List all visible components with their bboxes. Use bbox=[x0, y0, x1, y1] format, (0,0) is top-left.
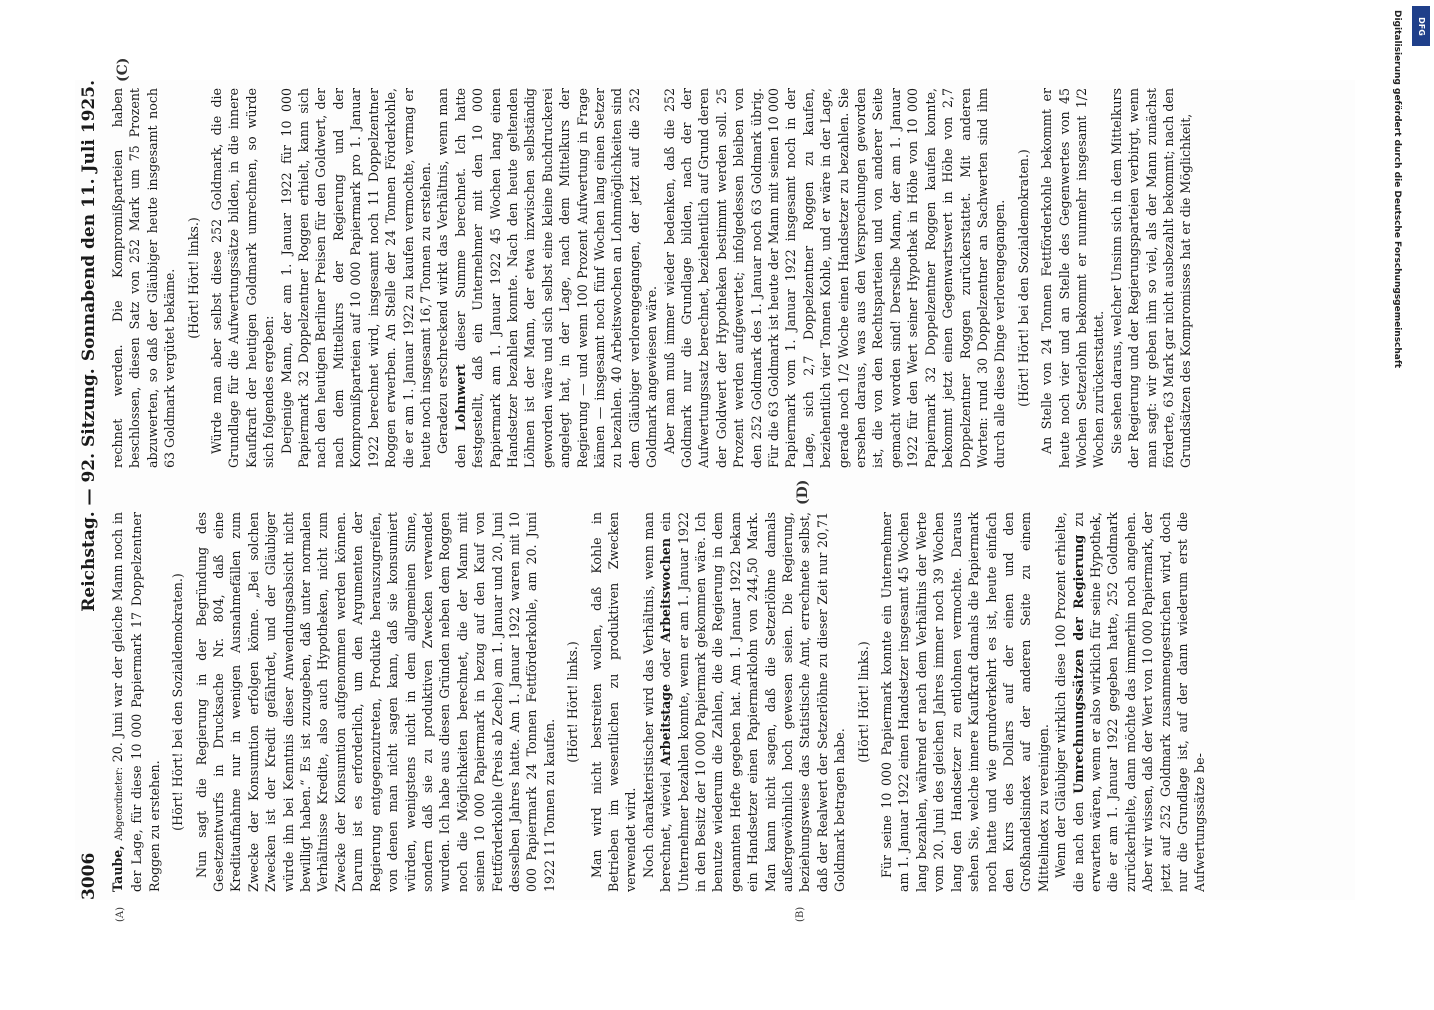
speaker-name: Taube, bbox=[110, 845, 125, 892]
interjection: (Hört! Hört! links.) bbox=[855, 641, 871, 763]
margin-mark-d: (D) bbox=[795, 479, 811, 505]
text-run: zu erwarten wären, wenn er also wirklich für seine Hypothek, die er am 1. Januar 1922 gegeben hatte, 252 Goldmark zurückerhielte, dann möchte das immerhin noch angehen. Aber wir wissen, daß der Wert von 10 000 Papiermark, der jetzt auf 252 Goldmark zusammengestrichen wird, doch nur die Grundlage ist, auf der dann wiederum erst die Aufwertungssätze be- bbox=[1070, 512, 1208, 892]
page-header bbox=[75, 80, 105, 900]
left-p5: Für seine 10 000 Papiermark konnte ein Unternehmer am 1. Januar 1922 einen Handsetzer insgesamt 45 Wochen lang bezahlen, während er nach dem Verhältnis der Werte vom 20. Juni des gleichen Jahres immer noch 39 Wochen lang den Handsetzer zu entlohnen vermochte. Daraus sehen Sie, welche innere Kaufkraft damals die Papiermark noch hatte und wie grundverkehrt es ist, heute einfach den Kurs des Dollars auf der einen und den Großhandelsindex auf der anderen Seite zu einem Mittelindex zu vereinigen. bbox=[879, 512, 1051, 892]
text-run: oder bbox=[658, 642, 674, 684]
scanned-page bbox=[75, 57, 1355, 922]
header-title: Reichstag. — 92. Sitzung. bbox=[79, 368, 99, 612]
text-run: Wenn der Gläubiger wirklich diese 100 Prozent erhielte, die nach den bbox=[1053, 512, 1086, 892]
sidenote-text: Digitalisierung gefördert durch die Deutsche Forschungsgemeinschaft bbox=[1392, 10, 1402, 369]
margin-mark-b: (B) bbox=[795, 906, 806, 922]
right-p4 bbox=[434, 88, 660, 468]
left-p2: Nun sagt die Regierung in der Begründung des Gesetzentwurfs in Drucksache Nr. 804, daß eine Kreditaufnahme nur in wenigen Ausnahmefällen zum Zwecke der Konsumtion erfolgen könne. „Bei solchen Zwecken ist der Kredit gefährdet, und der Gläubiger würde ihn bei Kenntnis dieser Anwendungsabsicht nicht bewilligt haben.“ Es ist zuzugeben, daß unter normalen Verhältnisse Kredite, also auch Hypotheken, nicht zum Zwecke der Konsumtion aufgenommen werden können. Darum ist es erforderlich, um den Argumenten der Regierung entgegenzutreten, Produkte herauszugreifen, von denen man nicht sagen kann, daß sie konsumiert würden, wenigstens nicht in dem allgemeinen Sinne, sondern daß sie zu produktiven Zwecken verwendet wurden. Ich habe aus diesen Gründen neben dem Roggen noch die Möglichkeiten berechnet, die der Mann mit seinen 10 000 Papiermark in bezug auf den Kauf von Fettförderkohle (Preis ab Zeche) am 1. Januar und 20. Juni desselben Jahres hatte. Am 1. Januar 1922 waren mit 10 000 Papiermark 24 Tonnen Fettförderkohle, am 20. Juni 1922 11 Tonnen zu kaufen. bbox=[193, 512, 557, 892]
dfg-logo bbox=[1412, 6, 1430, 46]
left-column bbox=[109, 512, 1289, 892]
interjection: (Hört! Hört! bei den Sozialdemokraten.) bbox=[1015, 149, 1031, 407]
right-p5: Aber man muß immer wieder bedenken, daß die 252 Goldmark nur die Grundlage bilden, nach der der Aufwertungssatz berechnet, beziehentlich auf Grund deren der Goldwert der Hypotheken bestimmt werden soll. 25 Prozent werden aufgewertet; infolgedessen bleiben von den 252 Goldmark des 1. Januar noch 63 Goldmark übrig. Für die 63 Goldmark ist heute der Mann mit seinen 10 000 Papiermark vom 1. Januar 1922 insgesamt noch in der Lage, sich 2,7 Doppelzentner Roggen zu kaufen, beziehentlich vier Tonnen Kohle, und er wäre in der Lage, gerade noch 1/2 Woche einen Handsetzer zu bezahlen. Sie ersehen daraus, was aus den Versprechungen geworden ist, die von den Rechtsparteien und von anderer Seite gemacht worden sind! Derselbe Mann, der am 1. Januar 1922 für den Wert seiner Hypothek in Höhe von 10 000 Papiermark 32 Doppelzentner Roggen kaufen konnte, bekommt jetzt einen Gegenwartswert in Höhe von 2,7 Doppelzentner Roggen zurückerstattet. Mit anderen Worten: rund 30 Doppelzentner an Sachwerten sind ihm durch alle diese Dinge verlorengegangen. bbox=[661, 88, 1008, 468]
page-number: 3006 bbox=[79, 852, 99, 900]
margin-mark-c: (C) bbox=[115, 57, 131, 82]
text-run: dieser Summe berechnet. Ich hatte festgestellt, daß ein Unternehmer mit den 10 000 Papiermark am 1. Januar 1922 45 Wochen lang einen Handsetzer bezahlen konnte. Nach den heute geltenden Löhnen ist der Mann, der etwa inzwischen selbständig geworden wäre und sich selbst eine kleine Buchdruckerei angelegt hat, in der Lage, nach dem Mittelkurs der Regierung — und wenn 100 Prozent Aufwertung in Frage kämen — insgesamt noch fünf Wochen lang einen Setzer zu bezahlen. 40 Arbeitswochen an Lohnmöglichkeiten sind dem Gläubiger verlorengegangen, der jetzt auf die 252 Goldmark angewiesen wäre. bbox=[452, 88, 660, 468]
emphasis-lohnwert: Lohnwert bbox=[452, 364, 468, 432]
emphasis-umrechnungssaetze: Umrechnungssätzen der Regierung bbox=[1070, 534, 1086, 794]
margin-mark-a: (A) bbox=[115, 906, 126, 922]
left-p1: 20. Juni war der gleiche Mann noch in der Lage, für diese 10 000 Papiermark 17 Doppelzentner Roggen zu erstehen. bbox=[110, 512, 162, 892]
emphasis-arbeitstage: Arbeitstage bbox=[658, 683, 674, 766]
right-p2: Würde man aber selbst diese 252 Goldmark, die die Grundlage für die Aufwertungssätze bilden, in die innere Kaufkraft der heutigen Goldmark umrechnen, so würde sich folgendes ergeben: bbox=[209, 88, 277, 468]
text-run: ein Unternehmer bezahlen konnte, wenn er am 1. Januar 1922 in den Besitz der 10 000 Papiermark gekommen wäre. Ich benutze wiederum die Zahlen, die die Regierung in dem genannten Hefte gegeben hat. Am 1. Januar 1922 bekam ein Handsetzer einen Papiermarklohn von 244,50 Mark. Man kann nicht sagen, daß die Setzerlöhne damals außergewöhnlich hoch gewesen seien. Die Regierung, beziehungsweise das Statistische Amt, errechnete selbst, daß der Realwert der Setzerlöhne zu dieser Zeit nur 20,71 Goldmark betragen habe. bbox=[658, 512, 848, 892]
interjection: (Hört! Hört! links.) bbox=[185, 217, 201, 339]
right-p6: An Stelle von 24 Tonnen Fettförderkohle bekommt er heute noch vier und an Stelle des Gegenwertes von 45 Wochen Setzerlohn bekommt er nunmehr insgesamt 1/2 Wochen zurückerstattet. bbox=[1039, 88, 1107, 468]
right-p1: rechnet werden. Die Kompromißparteien haben beschlossen, diesen Satz von 252 Mark um 75 Prozent abzuwerten, so daß der Gläubiger heute insgesamt noch 63 Goldmark vergütet bekäme. bbox=[110, 88, 178, 468]
right-p3: Derjenige Mann, der am 1. Januar 1922 für 10 000 Papiermark 32 Doppelzentner Roggen erhielt, kann sich nach den heutigen Berliner Preisen für den Goldwert, der nach dem Mittelkurs der Regierung und der Kompromißparteien auf 10 000 Papiermark pro 1. Januar 1922 berechnet wird, insgesamt noch 11 Doppelzentner Roggen erwerben. An Stelle der 24 Tonnen Förderkohle, die er am 1. Januar 1922 zu kaufen vermochte, vermag er heute noch insgesamt 16,7 Tonnen zu erstehen. bbox=[278, 88, 433, 468]
left-p6 bbox=[1052, 512, 1209, 892]
logo-text: DFG bbox=[1416, 16, 1426, 36]
interjection: (Hört! Hört! links.) bbox=[565, 641, 581, 763]
interjection: (Hört! Hört! bei den Sozialdemokraten.) bbox=[170, 573, 186, 831]
text-run: Geradezu erschreckend wirkt das Verhältnis, wenn man den bbox=[435, 88, 468, 468]
emphasis-arbeitswochen: Arbeitswochen bbox=[658, 537, 674, 643]
header-date: Sonnabend den 11. Juli 1925. bbox=[79, 80, 99, 362]
text-run: Noch charakteristischer wird das Verhältnis, wenn man berechnet, wieviel bbox=[640, 512, 674, 892]
left-p4 bbox=[640, 512, 849, 892]
funding-sidenote bbox=[1392, 0, 1434, 1000]
speaker-note: Abgeordneter: bbox=[114, 766, 125, 841]
left-p3: Man wird nicht bestreiten wollen, daß Kohle in Betrieben im wesentlichen zu produktiven Zwecken verwendet wird. bbox=[588, 512, 639, 892]
right-p7: Sie sehen daraus, welcher Unsinn sich in dem Mittelkurs der Regierung und der Regierungsparteien verbirgt, wenn man sagt: wir geben ihm so viel, als der Mann zunächst förderte, 63 Mark gar nicht ausbezahlt bekommt; nach den Grundsätzen des Kompromisses hat er die Möglichkeit, bbox=[1108, 88, 1194, 468]
speaker-paragraph bbox=[109, 512, 163, 892]
right-column bbox=[109, 88, 1289, 468]
